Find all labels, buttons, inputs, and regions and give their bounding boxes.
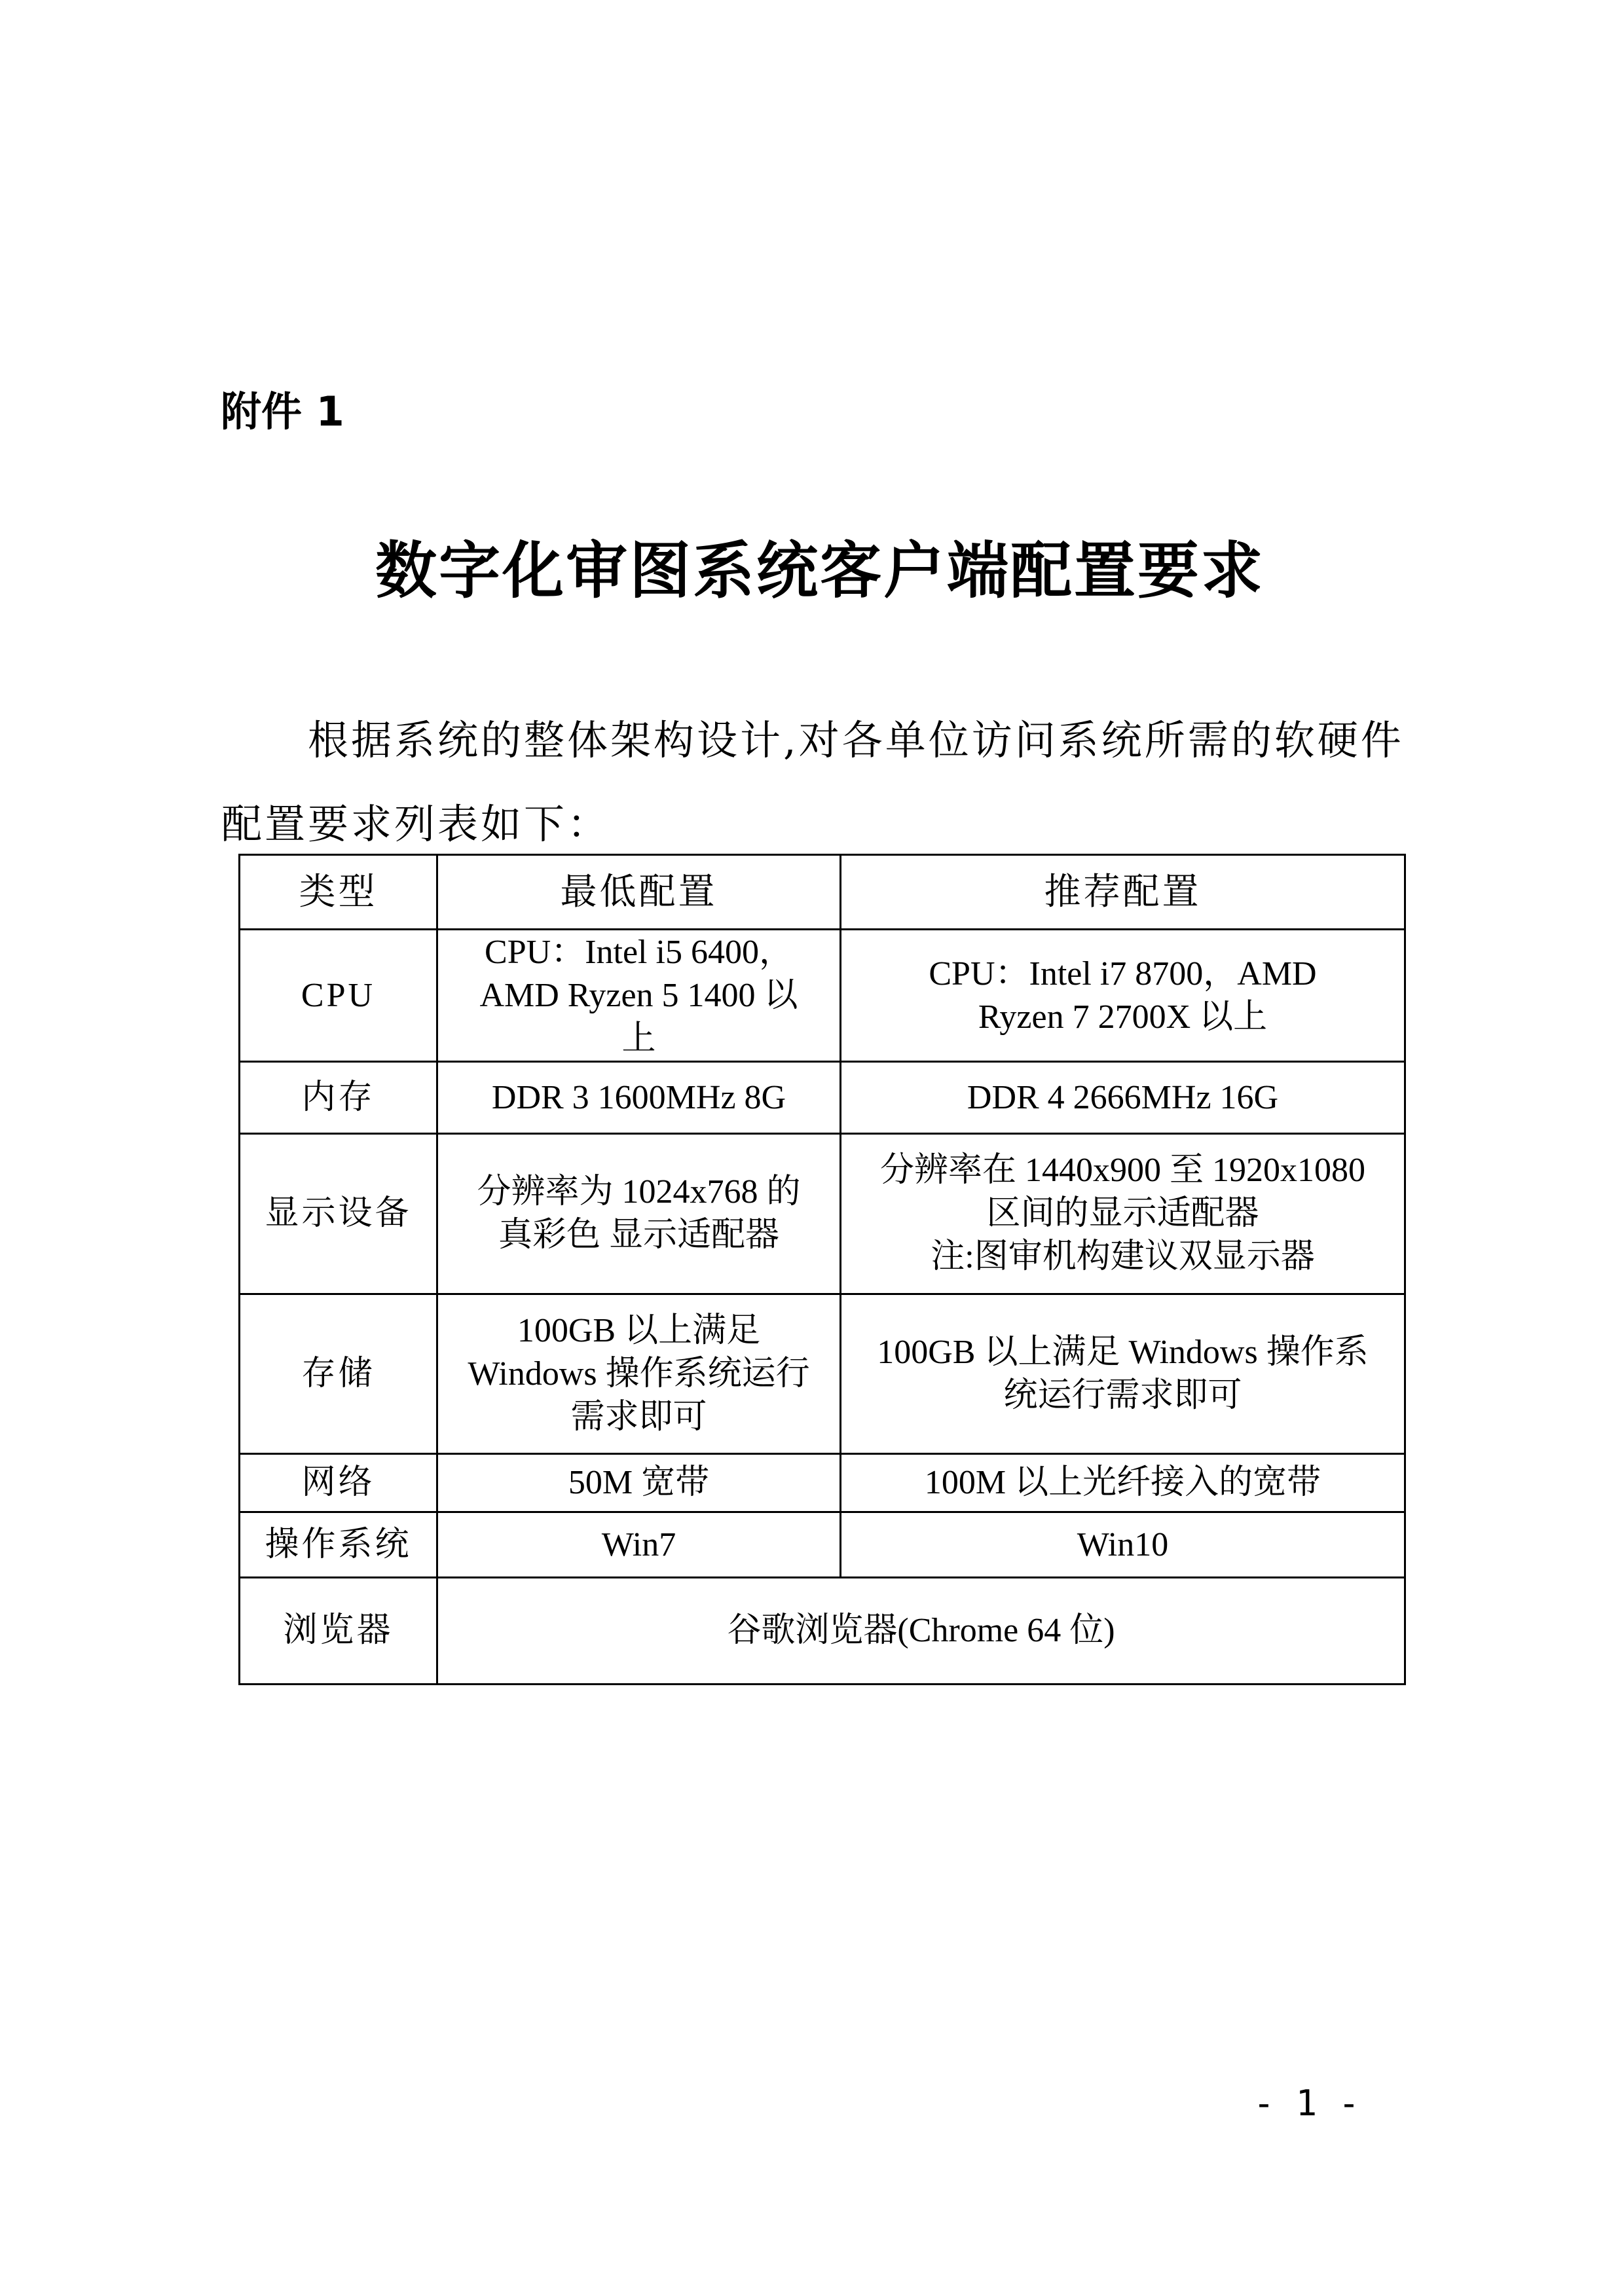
row-type-storage: 存储 — [240, 1294, 437, 1454]
cell-line: CPU：Intel i5 6400， — [485, 933, 793, 971]
config-requirements-table — [238, 854, 1406, 1685]
table-row-network — [240, 1454, 1405, 1512]
cell-line: 分辨率为 1024x768 的 — [477, 1173, 801, 1211]
table-row-cpu — [240, 930, 1405, 1062]
document-title: 数字化审图系统客户端配置要求 — [375, 536, 1264, 607]
table-row-browser — [240, 1578, 1405, 1685]
cell-line: Ryzen 7 2700X 以上 — [978, 998, 1268, 1036]
intro-paragraph-line-1: 根据系统的整体架构设计,对各单位访问系统所需的软硬件 — [308, 716, 1404, 764]
display-recommended — [841, 1134, 1405, 1294]
cell-line: 上 — [621, 1019, 656, 1057]
page-number: - 1 - — [1253, 2083, 1360, 2124]
table-row-os — [240, 1512, 1405, 1578]
cell-line: 分辨率在 1440x900 至 1920x1080 — [879, 1152, 1365, 1189]
table-row-memory — [240, 1062, 1405, 1134]
cell-line: DDR 4 2666MHz 16G — [967, 1078, 1279, 1116]
header-recommended-config: 推荐配置 — [841, 855, 1405, 930]
cell-line: Win7 — [601, 1525, 676, 1563]
storage-recommended — [841, 1294, 1405, 1454]
cell-line: 真彩色 显示适配器 — [498, 1216, 779, 1254]
cell-line: 统运行需求即可 — [1003, 1376, 1242, 1414]
memory-minimum — [437, 1062, 841, 1134]
row-type-memory: 内存 — [240, 1062, 437, 1134]
cell-line: AMD Ryzen 5 1400 以 — [479, 976, 798, 1014]
table-header-row — [240, 855, 1405, 930]
row-type-display: 显示设备 — [240, 1134, 437, 1294]
row-type-network: 网络 — [240, 1454, 437, 1512]
network-minimum — [437, 1454, 841, 1512]
row-type-cpu: CPU — [240, 930, 437, 1062]
cell-line: 100M 以上光纤接入的宽带 — [924, 1464, 1321, 1501]
intro-paragraph-line-2: 配置要求列表如下： — [221, 800, 611, 848]
display-minimum — [437, 1134, 841, 1294]
os-minimum — [437, 1512, 841, 1578]
table-row-storage — [240, 1294, 1405, 1454]
cell-line: 50M 宽带 — [568, 1464, 710, 1501]
header-minimum-config: 最低配置 — [437, 855, 841, 930]
cell-line: 区间的显示适配器 — [986, 1195, 1259, 1232]
cpu-minimum — [437, 930, 841, 1062]
cell-line: 需求即可 — [570, 1398, 707, 1436]
row-type-os: 操作系统 — [240, 1512, 437, 1578]
os-recommended — [841, 1512, 1405, 1578]
attachment-label: 附件 1 — [221, 388, 344, 435]
cell-line: CPU：Intel i7 8700，AMD — [929, 955, 1317, 993]
cell-line: DDR 3 1600MHz 8G — [491, 1078, 786, 1116]
network-recommended — [841, 1454, 1405, 1512]
memory-recommended — [841, 1062, 1405, 1134]
storage-minimum — [437, 1294, 841, 1454]
cell-line: 100GB 以上满足 — [517, 1311, 761, 1349]
cell-line: Win10 — [1077, 1525, 1169, 1563]
header-type: 类型 — [240, 855, 437, 930]
table-row-display — [240, 1134, 1405, 1294]
browser-requirement — [437, 1578, 1405, 1685]
row-type-browser: 浏览器 — [240, 1578, 437, 1685]
cell-line: 谷歌浏览器(Chrome 64 位) — [727, 1612, 1115, 1649]
cell-line: Windows 操作系统运行 — [468, 1355, 810, 1393]
cell-line: 100GB 以上满足 Windows 操作系 — [877, 1333, 1369, 1371]
cell-line: 注:图审机构建议双显示器 — [931, 1238, 1315, 1275]
cpu-recommended — [841, 930, 1405, 1062]
